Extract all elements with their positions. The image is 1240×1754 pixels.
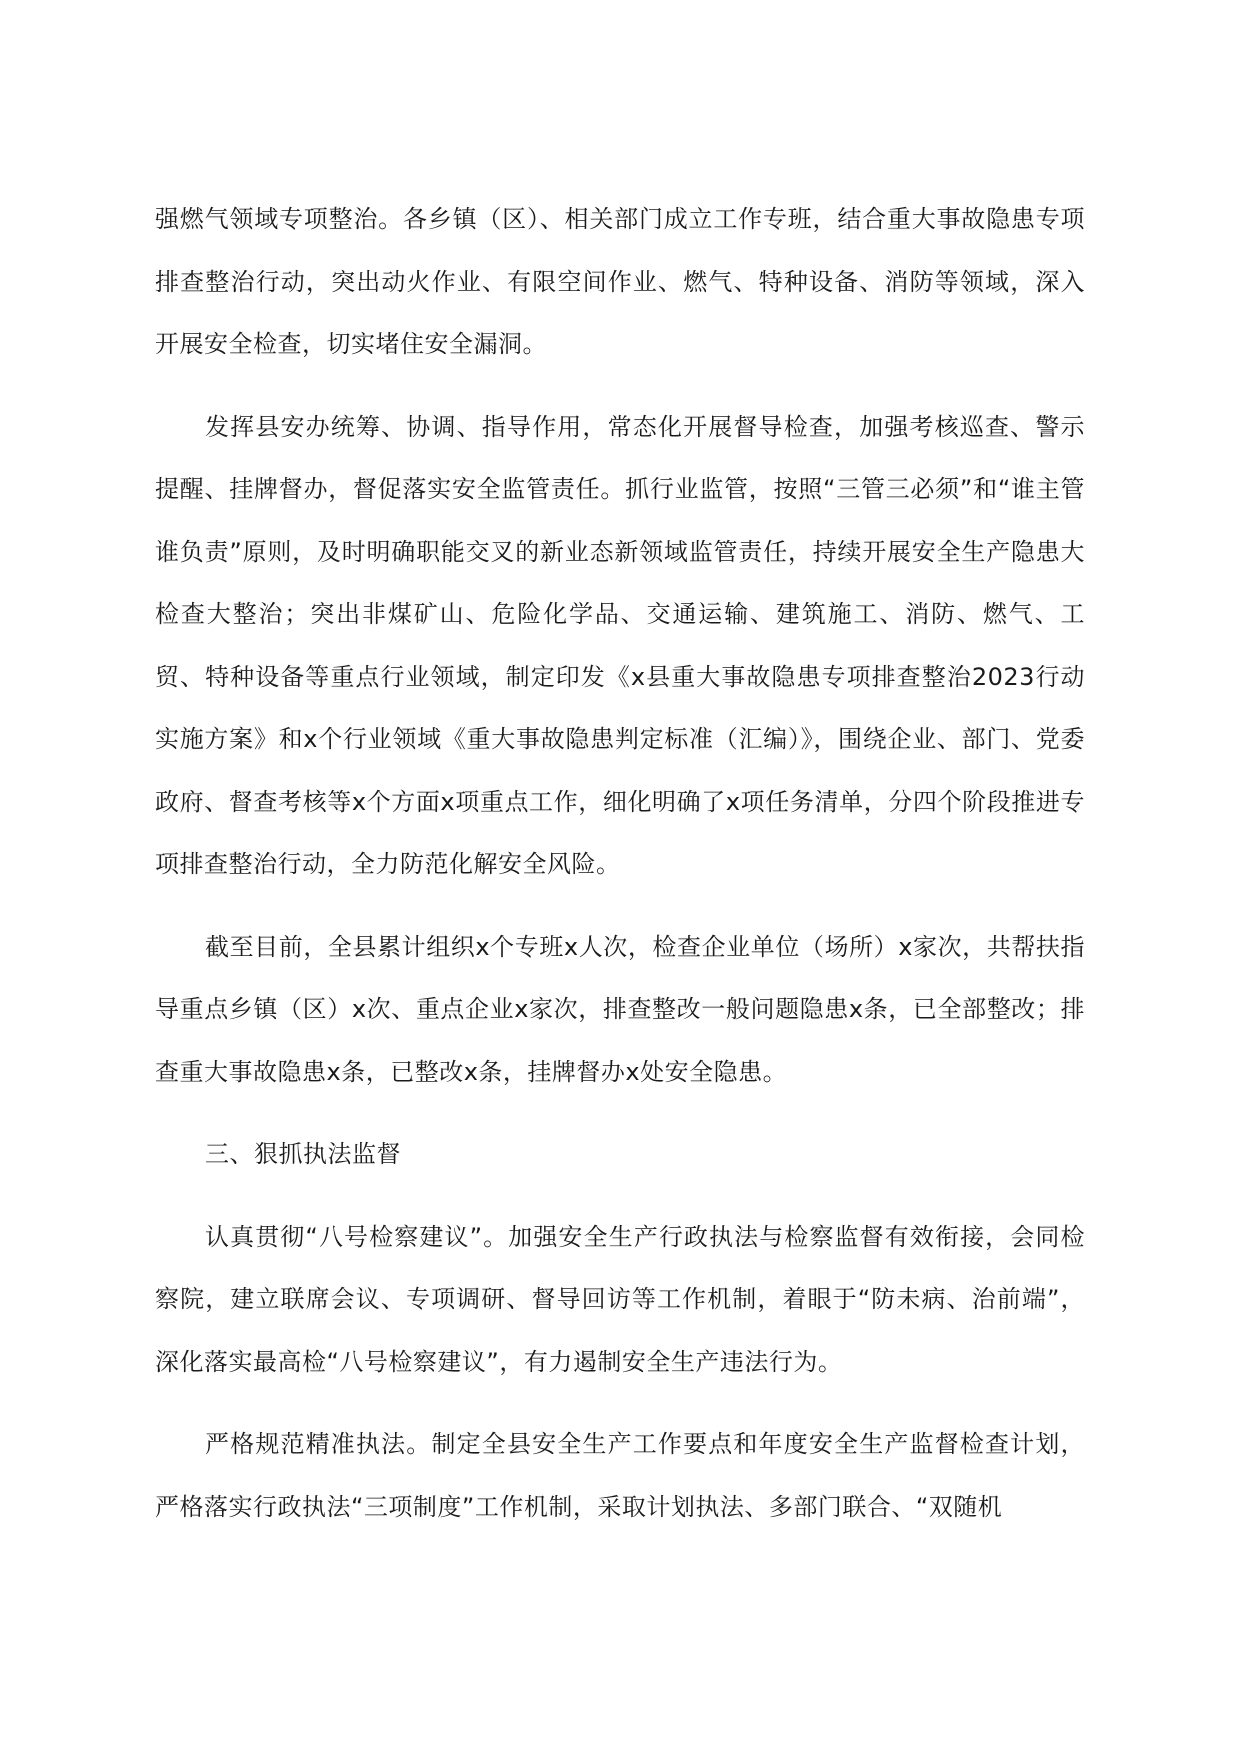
paragraph-supervision-responsibility: 发挥县安办统筹、协调、指导作用，常态化开展督导检查，加强考核巡查、警示提醒、挂牌督办，督促落实安全监管责任。抓行业监管，按照“三管三必须”和“谁主管谁负责”原则，及时明确职能交叉的新业态新领域监管责任，持续开展安全生产隐患大检查大整治；突出非煤矿山、危险化学品、交通运输、建筑施工、消防、燃气、工贸、特种设备等重点行业领域，制定印发《x县重大事故隐患专项排查整治2023行动实施方案》和x个行业领域《重大事故隐患判定标准（汇编）》，围绕企业、部门、党委政府、督查考核等x个方面x项重点工作，细化明确了x项任务清单，分四个阶段推进专项排查整治行动，全力防范化解安全风险。 (155, 412, 1085, 878)
document-body (155, 188, 1085, 1538)
paragraph-procuratorial-advice: 认真贯彻“八号检察建议”。加强安全生产行政执法与检察监督有效衔接，会同检察院，建立联席会议、专项调研、督导回访等工作机制，着眼于“防未病、治前端”，深化落实最高检“八号检察建议”，有力遏制安全生产违法行为。 (155, 1222, 1085, 1376)
section-heading-law-enforcement: 三、狠抓执法监督 (205, 1140, 401, 1168)
paragraph-gap (155, 896, 1085, 916)
paragraph-gap (155, 376, 1085, 396)
paragraph-gas-rectification: 强燃气领域专项整治。各乡镇（区）、相关部门成立工作专班，结合重大事故隐患专项排查整治行动，突出动火作业、有限空间作业、燃气、特种设备、消防等领域，深入开展安全检查，切实堵住安全漏洞。 (155, 205, 1085, 358)
paragraph-standardized-enforcement: 严格规范精准执法。制定全县安全生产工作要点和年度安全生产监督检查计划，严格落实行政执法“三项制度”工作机制，采取计划执法、多部门联合、“双随机 (155, 1430, 1085, 1521)
paragraph-gap (155, 1393, 1085, 1413)
paragraph-gap (155, 1186, 1085, 1206)
paragraph-statistics: 截至目前，全县累计组织x个专班x人次，检查企业单位（场所）x家次，共帮扶指导重点乡镇（区）x次、重点企业x家次，排查整改一般问题隐患x条，已全部整改；排查重大事故隐患x条，已整改x条，挂牌督办x处安全隐患。 (155, 932, 1085, 1086)
paragraph-gap (155, 1103, 1085, 1123)
